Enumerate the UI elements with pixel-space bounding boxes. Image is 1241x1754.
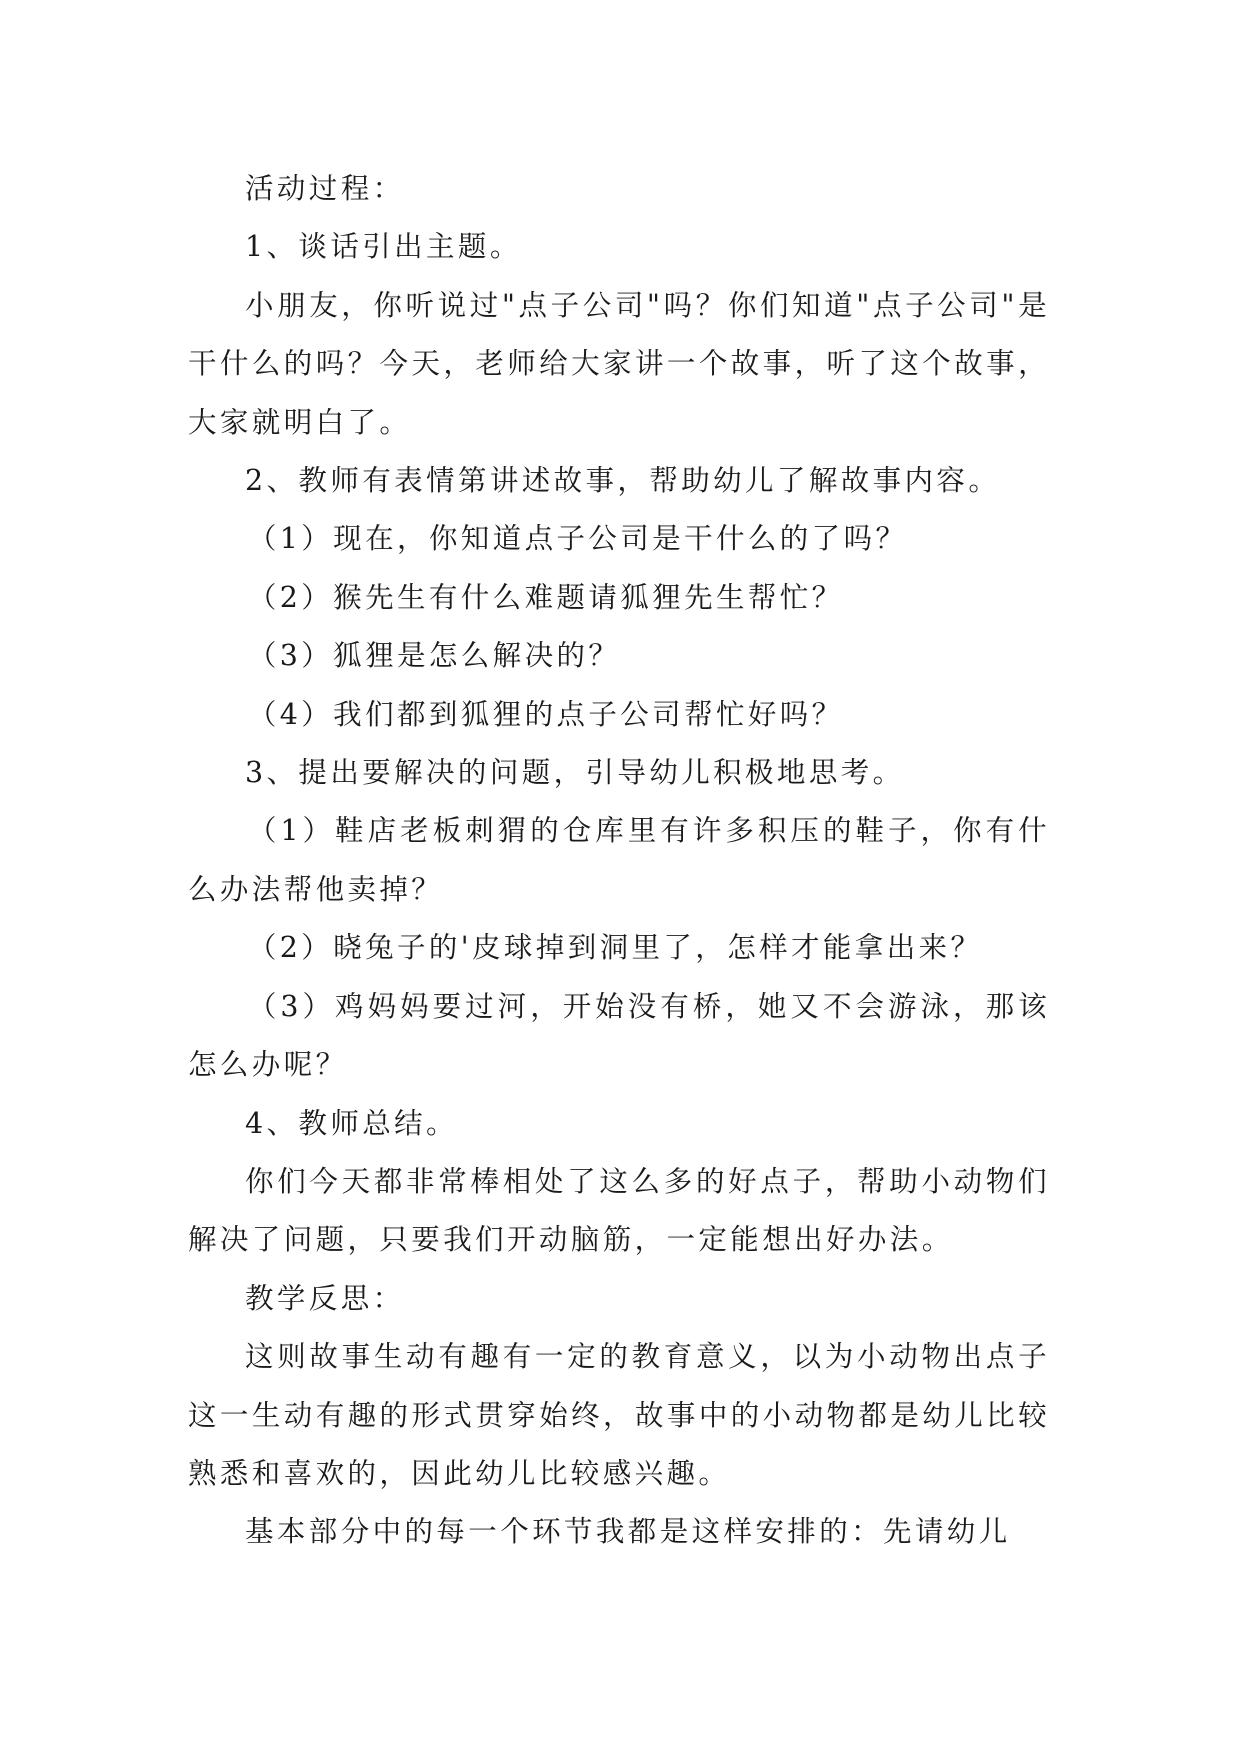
question-item: （4）我们都到狐狸的点子公司帮忙好吗？ (247, 697, 844, 731)
document-body (188, 160, 1050, 1562)
paragraph: 基本部分中的每一个环节我都是这样安排的：先请幼儿 (245, 1515, 1011, 1549)
question-item: （3）狐狸是怎么解决的？ (247, 639, 621, 673)
question-item: （3）鸡妈妈要过河，开始没有桥，她又不会游泳，那该怎么办呢？ (188, 989, 1050, 1082)
step-3-heading: 3、提出要解决的问题，引导幼儿积极地思考。 (245, 756, 905, 790)
question-item: （1）现在，你知道点子公司是干什么的了吗？ (247, 522, 908, 556)
question-item: （2）猴先生有什么难题请狐狸先生帮忙？ (247, 580, 844, 614)
paragraph: 这则故事生动有趣有一定的教育意义，以为小动物出点子这一生动有趣的形式贯穿始终，故事中的小动物都是幼儿比较熟悉和喜欢的，因此幼儿比较感兴趣。 (188, 1340, 1050, 1490)
step-2-heading: 2、教师有表情第讲述故事，帮助幼儿了解故事内容。 (245, 464, 1001, 498)
question-item: （1）鞋店老板刺猬的仓库里有许多积压的鞋子，你有什么办法帮他卖掉？ (188, 814, 1050, 906)
question-item: （2）晓兔子的'皮球掉到洞里了，怎样才能拿出来？ (247, 931, 983, 965)
paragraph: 小朋友，你听说过"点子公司"吗？你们知道"点子公司"是干什么的吗？今天，老师给大家讲一个故事，听了这个故事，大家就明白了。 (188, 288, 1050, 439)
section-heading-teaching-reflection: 教学反思： (245, 1281, 405, 1315)
section-heading-activity-process: 活动过程： (245, 172, 405, 205)
step-4-heading: 4、教师总结。 (245, 1106, 458, 1140)
paragraph: 你们今天都非常棒相处了这么多的好点子，帮助小动物们解决了问题，只要我们开动脑筋，一定能想出好办法。 (188, 1164, 1050, 1257)
step-1-heading: 1、谈话引出主题。 (245, 230, 522, 264)
